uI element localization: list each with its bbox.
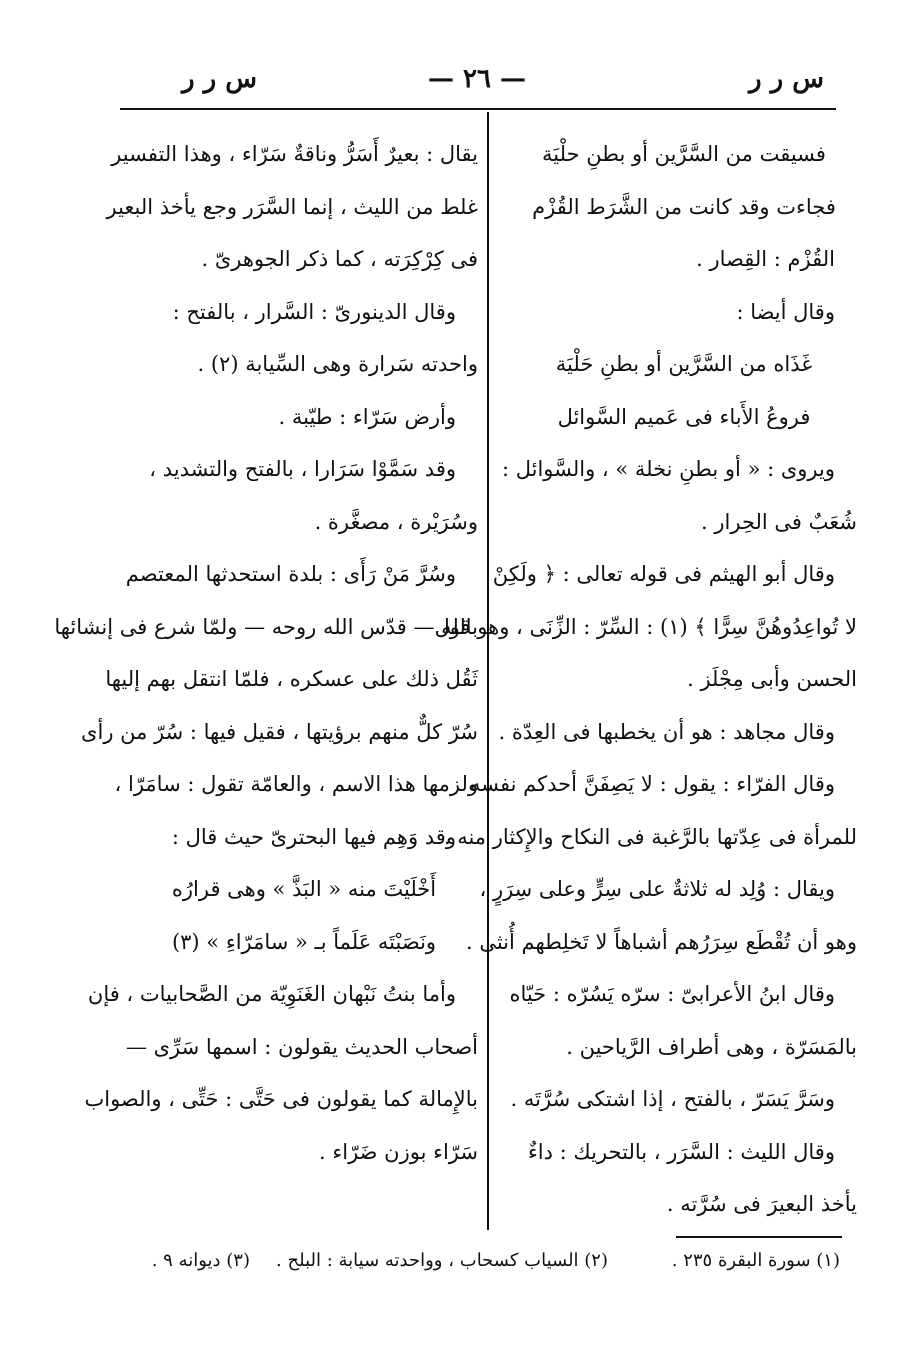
text-line: سَرّاء بوزن ضَرّاء . [319,1139,478,1164]
text-line: وقال مجاهد : هو أن يخطبها فى العِدّة . [498,719,835,744]
text-line: يقال : بعيرٌ أَسَرُّ وناقةٌ سَرّاء ، وهذا التفسير [111,142,478,166]
text-line: وقد سَمَّوْا سَرَارا ، بالفتح والتشديد ، [149,457,456,481]
column-divider [487,112,489,1230]
text-line: وقال الفرّاء : يقول : لا يَصِفَنَّ أحدكم نفسه [469,772,835,796]
text-line: وأرض سَرّاء : طيّبة . [278,404,456,429]
text-line: أصحاب الحديث يقولون : اسمها سَرِّى — [125,1034,478,1059]
verse-line: فسيقت من السَّرَّين أو بطنِ حلْيَة [542,142,826,166]
text-line: بالمَسَرّة ، وهى أطراف الرَّياحين . [566,1034,857,1059]
text-line: يأخذ البعيرَ فى سُرَّته . [666,1192,857,1216]
page-header [118,62,836,106]
text-line: واحدته سَرارة وهى السِّيابة (٢) . [197,352,478,376]
footnote-1: (١) سورة البقرة ٢٣٥ . [671,1250,840,1271]
verse-line: غَذَاه من السَّرَّين أو بطنِ حَلْيَة [555,352,813,376]
footnote-rule [676,1236,842,1238]
text-line: فى كِرْكِرَته ، كما ذكر الجوهرىّ . [201,247,478,271]
verse-line: فروعُ الأَباء فى عَميم السَّوائل [557,404,811,429]
text-line: ويروى : « أو بطنِ نخلة » ، والسَّوائل : [501,457,835,481]
text-line: الحسن وأبى مِجْلَز . [687,667,857,691]
text-line: ويقال : وُلِد له ثلاثةٌ على سِرٍّ وعلى سِرَرٍ ، [479,877,835,901]
verse-line: أَخْلَيْتَ منه « البَذَّ » وهى قرارُه [171,877,437,901]
text-line: وقال الليث : السَّرَر ، بالتحريك : داءٌ [527,1139,835,1164]
text-line: وهو أن تُقْطَع سِرَرُهم أشباهاً لا تَخلِطهم أُنثى . [465,929,857,954]
text-line: وقال ابنُ الأعرابىّ : سرّه يَسُرّه : حَيّاه [509,982,835,1006]
header-root-letters-left: س ر ر [182,64,257,94]
text-line: وقال الدينورىّ : السَّرار ، بالفتح : [172,299,456,324]
text-line: وقال أيضا : [736,299,835,324]
text-line: وأما بنتُ نَبْهان الغَنَوِيّة من الصَّحابيات ، فإن [87,982,456,1006]
footnotes [140,1250,840,1286]
text-line: غلط من الليث ، إنما السَّرَر وجع يأخذ البعير [106,194,478,219]
footnote-2: (٢) السياب كسحاب ، وواحدته سيابة : البلح . [276,1250,608,1271]
text-line: وسُرَّ مَنْ رَأَى : بلدة استحدثها المعتصم [125,562,456,586]
text-line: سُرّ كلٌّ منهم برؤيتها ، فقيل فيها : سُرّ من رأى [81,719,478,744]
header-root-letters-right: س ر ر [749,64,824,94]
left-column [54,128,478,1178]
text-line: القُزْم : القِصار . [696,247,835,271]
text-line: بالله — قدّس الله روحه — ولمّا شرع فى إنشائها [54,614,478,639]
verse-line: فجاءت وقد كانت من الشَّرَط القُزْم [532,194,836,219]
right-column [434,128,857,1231]
text-line: وقال أبو الهيثم فى قوله تعالى : ﴿ ولَكِنْ [492,562,835,586]
footnote-3: (٣) ديوانه ٩ . [151,1250,250,1271]
text-line: ثَقُل ذلك على عسكره ، فلمّا انتقل بهم إليها [105,667,478,691]
page-number: — ٢٦ — [427,64,527,94]
text-line: شُعَبٌ فى الحِرار . [701,509,857,534]
text-line: لا تُواعِدُوهُنَّ سِرًّا ﴾ (١) : السِّرّ : الزِّنَى ، وهو قول [434,614,857,639]
text-line: وسَرَّ يَسَرّ ، بالفتح ، إذا اشتكى سُرَّتَه . [510,1087,835,1111]
text-line: وسُرَيْرة ، مصغَّرة . [314,509,478,534]
text-line: للمرأة فى عِدّتها بالرَّغبة فى النكاح والإِكثار منه . [443,824,857,849]
header-rule [120,108,836,110]
text-line: وقد وَهِم فيها البحترىّ حيث قال : [171,824,456,849]
text-line: بالإِمالة كما يقولون فى حَتَّى : حَتِّى ، والصواب [84,1087,478,1111]
text-line: ولزمها هذا الاسم ، والعامّة تقول : سامَرّا ، [114,772,478,796]
verse-line: ونَصَبْتَه عَلَماً بـ « سامَرّاءِ » (٣) [171,929,437,954]
